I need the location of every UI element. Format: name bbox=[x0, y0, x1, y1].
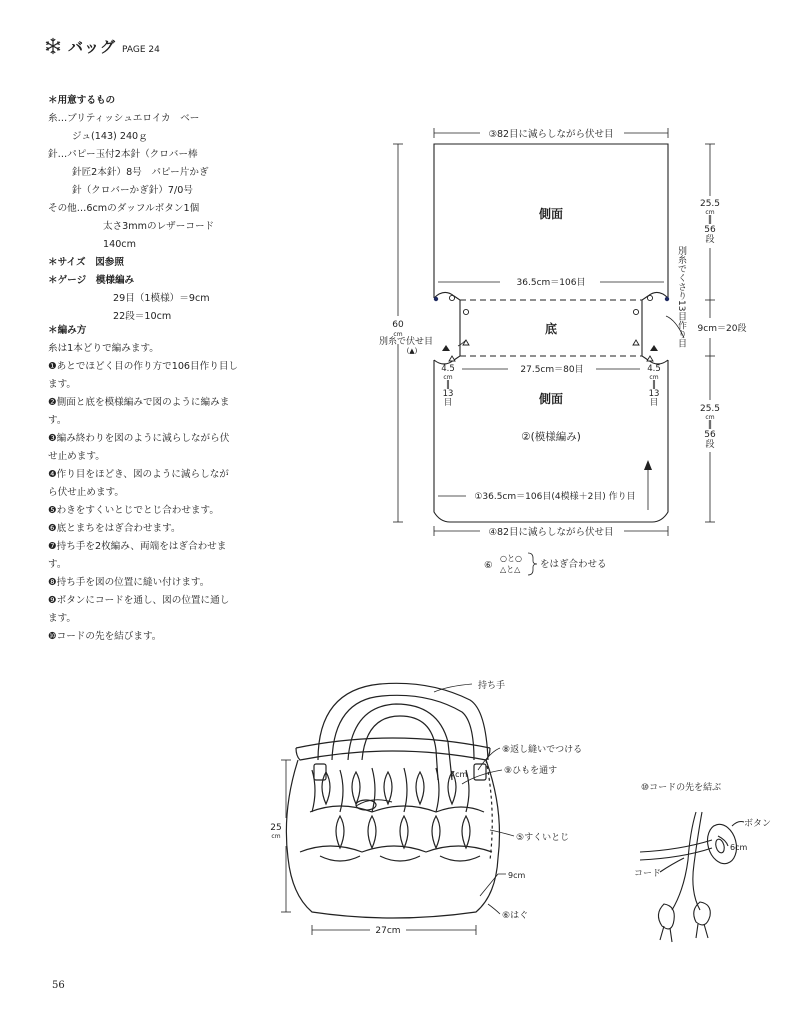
gusset-width-unit: cm bbox=[443, 374, 453, 381]
circle-marker bbox=[463, 309, 468, 314]
needle-line: 針（クロバーかぎ針）7/0号 bbox=[72, 185, 193, 196]
bag-illustration bbox=[286, 683, 499, 918]
method-step: ❾ボタンにコードを通し、図の位置に通します。 bbox=[48, 595, 230, 624]
filled-triangle-marker bbox=[650, 345, 658, 351]
title-text: バッグ bbox=[68, 38, 117, 56]
other-line: 太さ3mmのレザーコード bbox=[103, 221, 215, 232]
bag-width-label: 27cm bbox=[375, 926, 401, 936]
size-line: ＊サイズ 図参照 bbox=[48, 257, 124, 268]
handle-label: 持ち手 bbox=[478, 681, 506, 691]
button-label: ボタン bbox=[744, 819, 772, 829]
method-step: ❷側面と底を模様編みで図のように編みます。 bbox=[48, 397, 230, 426]
lower-height-equals: ‖ bbox=[707, 420, 713, 430]
circle-marker bbox=[647, 295, 652, 300]
handle-outer bbox=[318, 683, 488, 760]
button-size-label: 6cm bbox=[730, 843, 748, 852]
cast-on-label: ①36.5cm＝106目(4模様＋2目) 作り目 bbox=[474, 492, 636, 502]
upper-panel-outline bbox=[434, 144, 668, 298]
yarn-line: 糸…ブリティッシュエロイカ ベー bbox=[48, 113, 200, 124]
method-step: ❹作り目をほどき、図のように減らしながら伏せ止めます。 bbox=[48, 469, 229, 498]
bag-height-unit: cm bbox=[271, 833, 281, 840]
needle-line: 針…パピー玉付2本針（クロバー棒 bbox=[48, 149, 198, 160]
page-ref: PAGE 24 bbox=[122, 45, 160, 55]
bottom-label: 底 bbox=[544, 322, 558, 336]
needle-line: 針匠2本針）8号 パピー片かぎ bbox=[72, 167, 209, 178]
brace-icon bbox=[528, 553, 537, 575]
dot-marker bbox=[434, 297, 438, 301]
join-note-text: をはぎ合わせる bbox=[540, 559, 607, 570]
left-bindoff-note: 別糸で伏せ目 bbox=[378, 337, 433, 347]
upper-panel-label: 側面 bbox=[538, 207, 564, 221]
join-note-number: ⑥ bbox=[484, 560, 493, 571]
gusset-stitch-unit: 目 bbox=[443, 398, 453, 408]
method-step: ❽持ち手を図の位置に縫い付けます。 bbox=[48, 577, 210, 588]
gusset-stitches: 13 bbox=[442, 389, 454, 399]
gauge-line: 22段＝10cm bbox=[113, 311, 172, 322]
bag-height-value: 25 bbox=[270, 823, 282, 833]
upper-height-rows: 56 bbox=[704, 225, 716, 235]
gauge-heading: ＊ゲージ 模様編み bbox=[48, 275, 135, 286]
materials-heading: ＊用意するもの bbox=[48, 95, 116, 106]
lower-height-unit: cm bbox=[705, 414, 715, 421]
total-height-unit: cm bbox=[393, 331, 403, 338]
upper-height-unit: cm bbox=[705, 209, 715, 216]
gauge-line: 29目（1模様）＝9cm bbox=[113, 293, 210, 304]
left-gusset-outline bbox=[434, 292, 460, 364]
yarn-line: ジュ(143) 240ｇ bbox=[72, 131, 148, 142]
lower-height-rows: 56 bbox=[704, 430, 716, 440]
filled-triangle-marker bbox=[442, 345, 450, 351]
bag-rim-top bbox=[296, 738, 490, 748]
handle-inner bbox=[332, 695, 474, 760]
method-step: ❼持ち手を2枚編み、両端をはぎ合わせます。 bbox=[48, 541, 227, 570]
method-step: ❿コードの先を結びます。 bbox=[48, 631, 162, 642]
upper-height-equals: ‖ bbox=[707, 215, 713, 225]
gusset-width-unit: cm bbox=[649, 374, 659, 381]
method-intro: 糸は1本どりで編みます。 bbox=[48, 343, 159, 354]
arrow-up-icon bbox=[644, 460, 652, 470]
method-step: ❺わきをすくいとじでとじ合わせます。 bbox=[48, 505, 219, 516]
dot-marker bbox=[665, 297, 669, 301]
upper-width-label: 36.5cm＝106目 bbox=[516, 278, 586, 288]
lower-height-row-unit: 段 bbox=[705, 440, 715, 450]
gusset-stitches: 13 bbox=[648, 389, 660, 399]
right-provisional-note: 別糸でくさり13目作り目 bbox=[676, 246, 686, 348]
upper-height-row-unit: 段 bbox=[705, 235, 715, 245]
bottom-width-label: 27.5cm＝80目 bbox=[520, 365, 584, 375]
other-line: 140cm bbox=[103, 239, 136, 250]
circle-marker bbox=[633, 309, 638, 314]
triangle-marker bbox=[449, 356, 455, 361]
handle-attach-length: 7cm bbox=[450, 770, 468, 779]
left-bindoff-symbol: (▲) bbox=[406, 347, 418, 355]
graft-label: ⑥はぐ bbox=[502, 911, 529, 921]
cord-through-label: ⑨ひもを通す bbox=[504, 766, 558, 776]
join-circle-symbol: ○と○ bbox=[500, 554, 522, 563]
lower-panel-label: 側面 bbox=[538, 392, 564, 406]
total-height-value: 60 bbox=[392, 320, 404, 330]
method-heading: ＊編み方 bbox=[48, 325, 87, 336]
gusset-equals: ‖ bbox=[651, 380, 657, 390]
circle-marker bbox=[449, 295, 454, 300]
triangle-marker bbox=[463, 340, 469, 345]
gusset-length-label: 9cm bbox=[508, 871, 526, 880]
method-step: ❻底とまちをはぎ合わせます。 bbox=[48, 523, 181, 534]
gusset-equals: ‖ bbox=[445, 380, 451, 390]
bottom-edge-label: ④82目に減らしながら伏せ目 bbox=[488, 527, 614, 538]
method-step: ❸編み終わりを図のように減らしながら伏せ止めます。 bbox=[48, 433, 230, 462]
gusset-width-value: 4.5 bbox=[441, 364, 455, 374]
lower-height-value: 25.5 bbox=[699, 404, 721, 414]
method-step: ❶あとでほどく目の作り方で106目作り目します。 bbox=[48, 361, 239, 390]
other-line: その他…6cmのダッフルボタン1個 bbox=[48, 203, 200, 214]
gusset-stitch-unit: 目 bbox=[649, 398, 659, 408]
join-triangle-symbol: △と△ bbox=[500, 565, 521, 574]
page-number: 56 bbox=[52, 980, 65, 991]
knot-title: ⑩コードの先を結ぶ bbox=[641, 783, 722, 793]
cord-label: コード bbox=[634, 869, 662, 879]
mattress-stitch-label: ⑤すくいとじ bbox=[516, 833, 570, 843]
backstitch-label: ⑧返し縫いでつける bbox=[502, 745, 583, 755]
bottom-height-label: 9cm＝20段 bbox=[697, 324, 747, 334]
top-edge-label: ③82目に減らしながら伏せ目 bbox=[488, 129, 614, 140]
handle-back-inner bbox=[362, 716, 438, 780]
triangle-marker bbox=[647, 356, 653, 361]
gusset-width-value: 4.5 bbox=[647, 364, 661, 374]
bag-body bbox=[286, 760, 499, 918]
bag-rim bbox=[296, 748, 490, 760]
pattern-label: ②(模様編み) bbox=[521, 431, 581, 443]
right-gusset-outline bbox=[642, 292, 668, 364]
upper-height-value: 25.5 bbox=[699, 199, 721, 209]
triangle-marker bbox=[633, 340, 639, 345]
